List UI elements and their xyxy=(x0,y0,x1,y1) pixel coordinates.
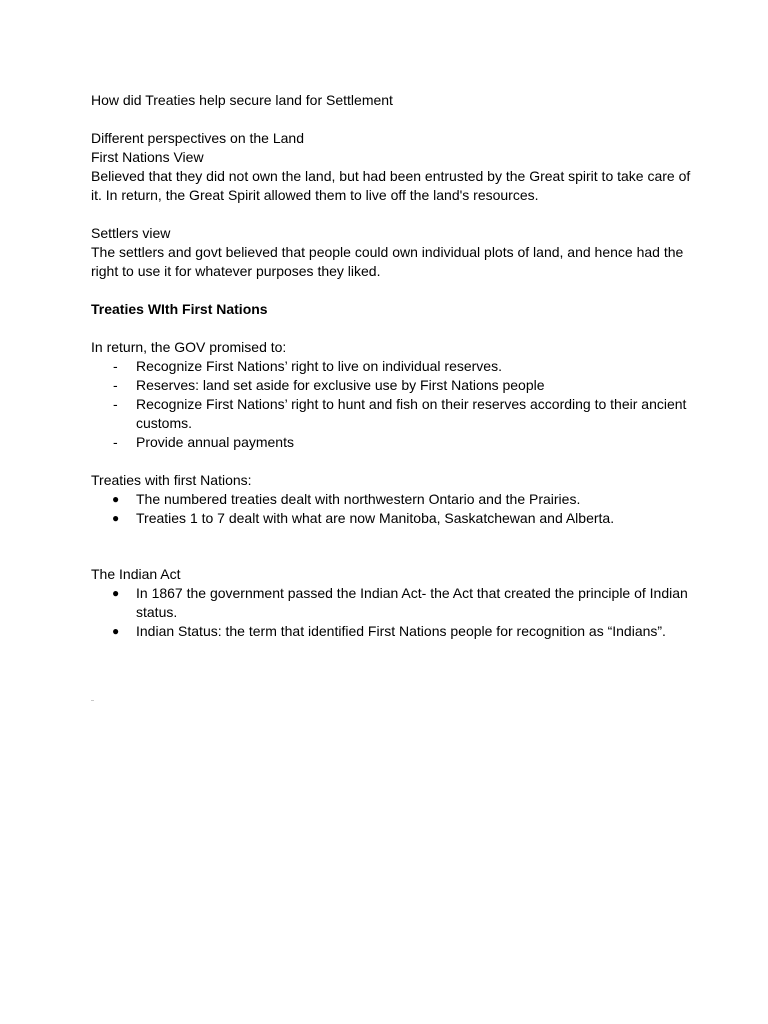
indian-act-heading: The Indian Act xyxy=(91,566,181,582)
dash-marker: - xyxy=(113,434,118,450)
first-nations-view-text: Believed that they did not own the land, but had been entrusted by the Great spirit to take care of it. In return, the Great Spirit allowed them to live off the land's resources. xyxy=(91,168,691,203)
dash-marker: - xyxy=(113,377,118,393)
list-item-text: Reserves: land set aside for exclusive use by First Nations people xyxy=(136,377,545,393)
settlers-view-text: The settlers and govt believed that people could own individual plots of land, and hence had the right to use it for whatever purposes they liked. xyxy=(91,244,684,279)
list-item-text: Recognize First Nations’ right to hunt and fish on their reserves according to their ancient customs. xyxy=(136,396,687,431)
spacer xyxy=(91,528,691,565)
dash-marker: - xyxy=(113,396,118,412)
spacer xyxy=(91,205,691,224)
list-item-text: Indian Status: the term that identified First Nations people for recognition as “Indians”. xyxy=(136,623,666,639)
dash-marker: - xyxy=(113,358,118,374)
bullet-marker: ● xyxy=(112,511,120,525)
treaties-list xyxy=(91,490,691,528)
list-item xyxy=(91,622,691,641)
list-item xyxy=(91,357,691,376)
perspectives-heading: Different perspectives on the Land xyxy=(91,130,304,146)
spacer xyxy=(91,319,691,338)
first-nations-view-heading: First Nations View xyxy=(91,149,204,165)
document-title: How did Treaties help secure land for Settlement xyxy=(91,92,393,108)
settlers-view-heading: Settlers view xyxy=(91,225,171,241)
document-page xyxy=(91,91,691,641)
list-item-text: The numbered treaties dealt with northwestern Ontario and the Prairies. xyxy=(136,491,581,507)
indian-act-list xyxy=(91,584,691,641)
spacer xyxy=(91,110,691,129)
list-item xyxy=(91,395,691,433)
bullet-marker: ● xyxy=(112,492,120,506)
stray-mark xyxy=(91,700,94,701)
list-item xyxy=(91,509,691,528)
treaties-section-heading: Treaties WIth First Nations xyxy=(91,301,268,317)
list-item-text: Recognize First Nations’ right to live on individual reserves. xyxy=(136,358,502,374)
list-item xyxy=(91,584,691,622)
list-item-text: Provide annual payments xyxy=(136,434,294,450)
list-item xyxy=(91,376,691,395)
bullet-marker: ● xyxy=(112,624,120,638)
gov-promises-intro: In return, the GOV promised to: xyxy=(91,339,287,355)
bullet-marker: ● xyxy=(112,586,120,600)
treaties-list-heading: Treaties with first Nations: xyxy=(91,472,252,488)
list-item-text: In 1867 the government passed the Indian Act- the Act that created the principle of Indian status. xyxy=(136,585,688,620)
list-item xyxy=(91,433,691,452)
gov-promises-list xyxy=(91,357,691,452)
spacer xyxy=(91,452,691,471)
spacer xyxy=(91,281,691,300)
list-item-text: Treaties 1 to 7 dealt with what are now Manitoba, Saskatchewan and Alberta. xyxy=(136,510,615,526)
list-item xyxy=(91,490,691,509)
